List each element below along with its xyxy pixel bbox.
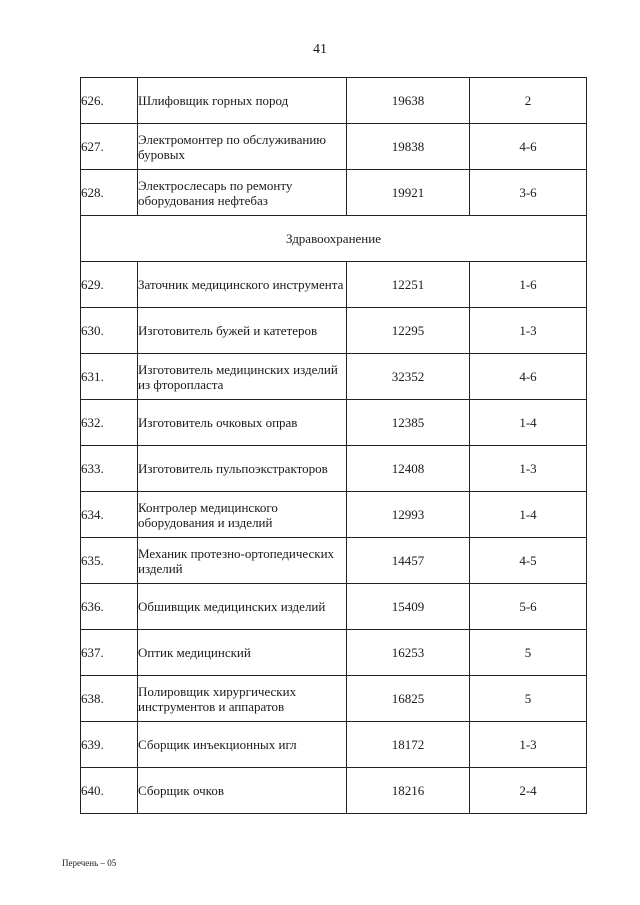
grade-range: 4-5 (470, 538, 587, 584)
profession-name: Шлифовщик горных пород (138, 78, 347, 124)
grade-range: 2 (470, 78, 587, 124)
row-number: 640. (81, 768, 138, 814)
profession-name: Оптик медицинский (138, 630, 347, 676)
footer-note: Перечень – 05 (62, 858, 117, 868)
table-body-bottom (81, 262, 587, 814)
table-row (81, 676, 587, 722)
row-number: 635. (81, 538, 138, 584)
profession-code: 32352 (347, 354, 470, 400)
table-row (81, 78, 587, 124)
grade-range: 5-6 (470, 584, 587, 630)
professions-table (80, 77, 587, 814)
profession-code: 19838 (347, 124, 470, 170)
profession-code: 15409 (347, 584, 470, 630)
table-row (81, 400, 587, 446)
profession-code: 12385 (347, 400, 470, 446)
grade-range: 1-6 (470, 262, 587, 308)
profession-code: 14457 (347, 538, 470, 584)
grade-range: 1-3 (470, 308, 587, 354)
profession-code: 12295 (347, 308, 470, 354)
grade-range: 1-3 (470, 446, 587, 492)
row-number: 626. (81, 78, 138, 124)
grade-range: 4-6 (470, 354, 587, 400)
profession-name: Механик протезно-ортопедических изделий (138, 538, 347, 584)
table-row (81, 354, 587, 400)
table-section (81, 216, 587, 262)
row-number: 636. (81, 584, 138, 630)
grade-range: 1-4 (470, 400, 587, 446)
grade-range: 1-3 (470, 722, 587, 768)
profession-name: Полировщик хирургических инструментов и аппаратов (138, 676, 347, 722)
grade-range: 1-4 (470, 492, 587, 538)
table-row (81, 446, 587, 492)
profession-code: 12251 (347, 262, 470, 308)
profession-code: 12993 (347, 492, 470, 538)
row-number: 639. (81, 722, 138, 768)
profession-code: 18172 (347, 722, 470, 768)
page-number: 41 (313, 42, 327, 57)
table-row (81, 170, 587, 216)
table-row (81, 630, 587, 676)
row-number: 627. (81, 124, 138, 170)
profession-name: Изготовитель очковых оправ (138, 400, 347, 446)
row-number: 633. (81, 446, 138, 492)
row-number: 632. (81, 400, 138, 446)
profession-name: Обшивщик медицинских изделий (138, 584, 347, 630)
row-number: 637. (81, 630, 138, 676)
row-number: 638. (81, 676, 138, 722)
table-row (81, 492, 587, 538)
section-title: Здравоохранение (81, 216, 587, 262)
profession-code: 19921 (347, 170, 470, 216)
table-row (81, 308, 587, 354)
table-row (81, 124, 587, 170)
row-number: 628. (81, 170, 138, 216)
profession-name: Сборщик инъекционных игл (138, 722, 347, 768)
grade-range: 5 (470, 630, 587, 676)
section-row (81, 216, 587, 262)
profession-name: Электрослесарь по ремонту оборудования нефтебаз (138, 170, 347, 216)
grade-range: 5 (470, 676, 587, 722)
grade-range: 3-6 (470, 170, 587, 216)
table-row (81, 584, 587, 630)
grade-range: 2-4 (470, 768, 587, 814)
profession-code: 18216 (347, 768, 470, 814)
row-number: 631. (81, 354, 138, 400)
profession-name: Контролер медицинского оборудования и изделий (138, 492, 347, 538)
table-row (81, 768, 587, 814)
profession-code: 12408 (347, 446, 470, 492)
table-row (81, 538, 587, 584)
table-row (81, 722, 587, 768)
row-number: 629. (81, 262, 138, 308)
profession-name: Сборщик очков (138, 768, 347, 814)
profession-name: Заточник медицинского инструмента (138, 262, 347, 308)
profession-code: 19638 (347, 78, 470, 124)
profession-name: Изготовитель пульпоэкстракторов (138, 446, 347, 492)
table-body-top (81, 78, 587, 216)
row-number: 630. (81, 308, 138, 354)
grade-range: 4-6 (470, 124, 587, 170)
profession-name: Изготовитель медицинских изделий из фторопласта (138, 354, 347, 400)
profession-code: 16253 (347, 630, 470, 676)
table-row (81, 262, 587, 308)
row-number: 634. (81, 492, 138, 538)
profession-name: Электромонтер по обслуживанию буровых (138, 124, 347, 170)
profession-code: 16825 (347, 676, 470, 722)
profession-name: Изготовитель бужей и катетеров (138, 308, 347, 354)
